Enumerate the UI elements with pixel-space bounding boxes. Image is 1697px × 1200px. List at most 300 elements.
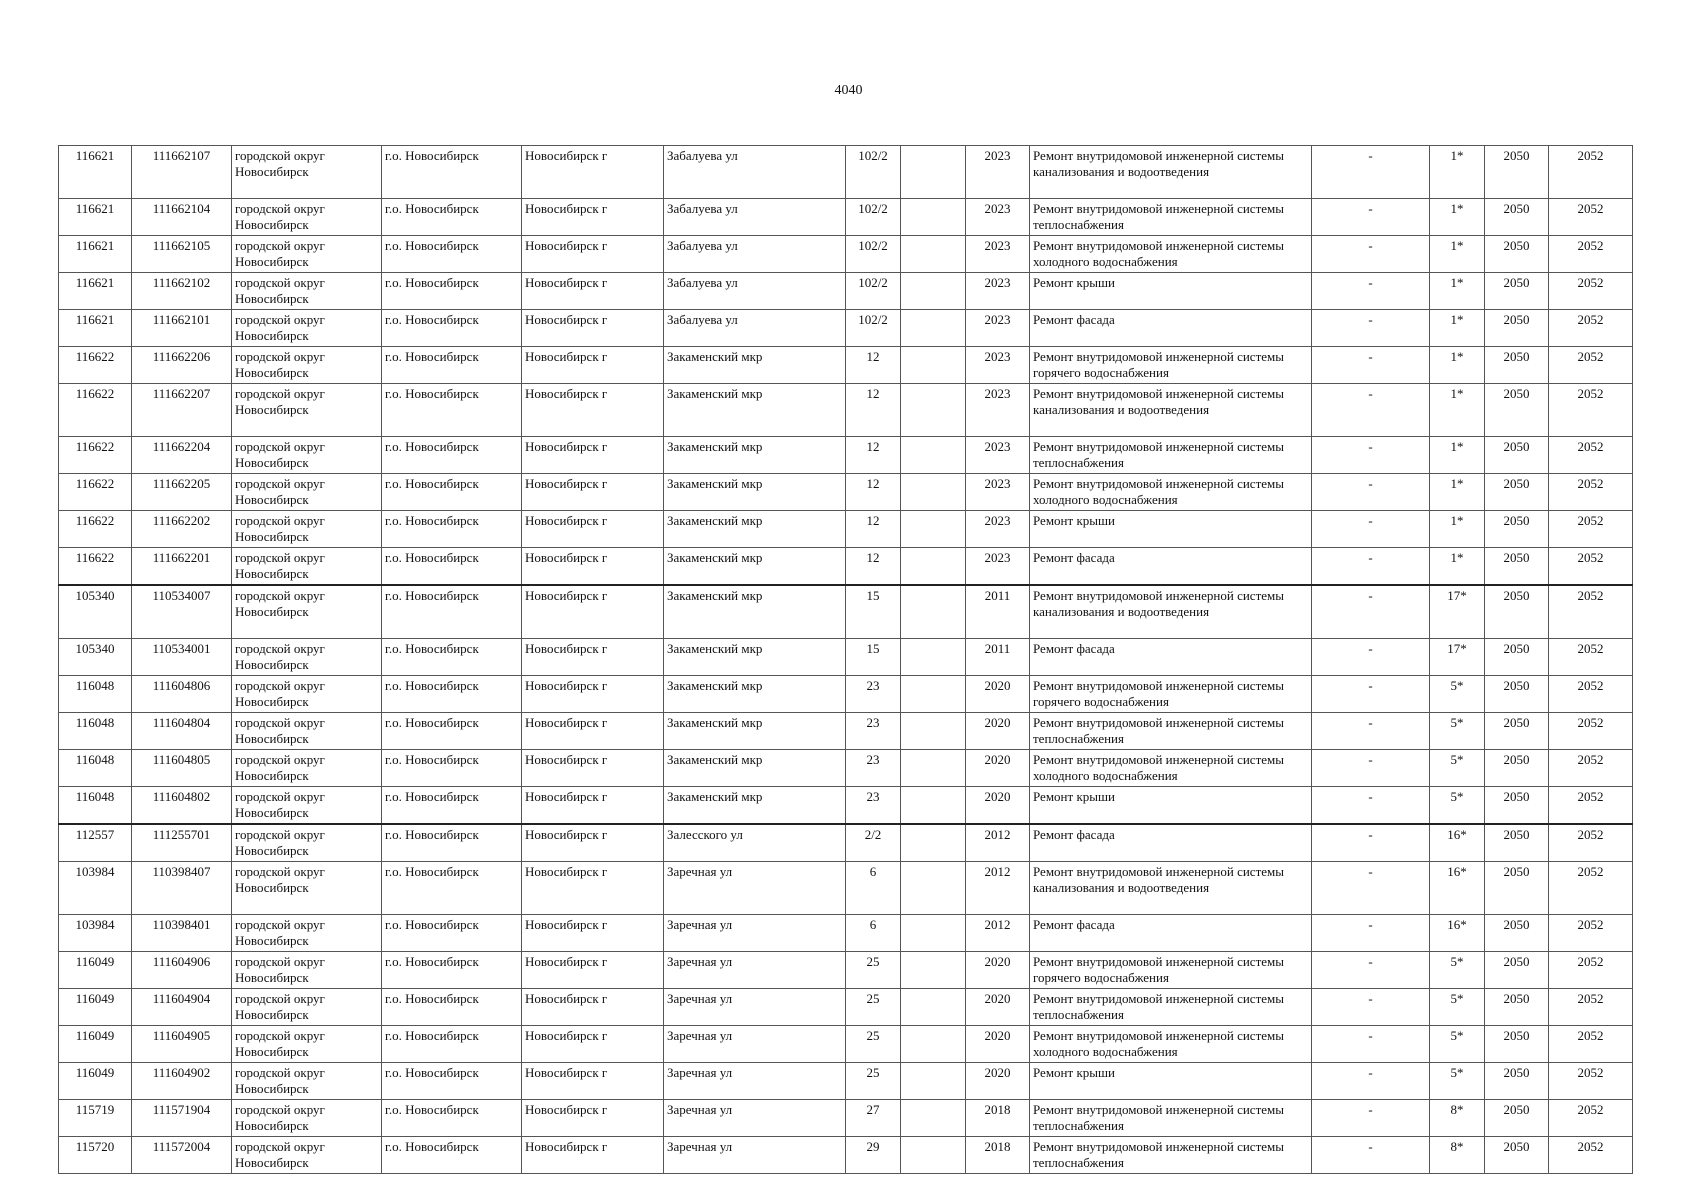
element-id-cell: 111662205 [132,474,232,511]
note-cell: - [1312,310,1430,347]
priority-cell: 1* [1430,437,1485,474]
street-cell: Закаменский мкр [664,384,846,437]
house-id-cell: 116048 [59,750,132,787]
street-cell: Заречная ул [664,1137,846,1174]
locality-cell: Новосибирск г [522,310,664,347]
table-row [59,824,1633,862]
locality-cell: Новосибирск г [522,1063,664,1100]
locality-cell: Новосибирск г [522,787,664,825]
year-cell: 2020 [966,676,1030,713]
district-cell: г.о. Новосибирск [382,1026,522,1063]
house-number-cell: 102/2 [846,146,901,199]
district-cell: г.о. Новосибирск [382,585,522,639]
note-cell: - [1312,915,1430,952]
element-id-cell: 111604902 [132,1063,232,1100]
note-cell: - [1312,585,1430,639]
municipality-cell: городской округ Новосибирск [232,915,382,952]
locality-cell: Новосибирск г [522,146,664,199]
end-year-cell: 2052 [1549,437,1633,474]
locality-cell: Новосибирск г [522,585,664,639]
locality-cell: Новосибирск г [522,474,664,511]
house-number-cell: 12 [846,437,901,474]
priority-cell: 16* [1430,862,1485,915]
house-number-cell: 23 [846,787,901,825]
priority-cell: 1* [1430,474,1485,511]
work-type-cell: Ремонт внутридомовой инженерной системы холодного водоснабжения [1030,1026,1312,1063]
element-id-cell: 110534007 [132,585,232,639]
table-row [59,585,1633,639]
element-id-cell: 111604906 [132,952,232,989]
table-row [59,236,1633,273]
municipality-cell: городской округ Новосибирск [232,676,382,713]
district-cell: г.о. Новосибирск [382,862,522,915]
element-id-cell: 111662202 [132,511,232,548]
street-cell: Закаменский мкр [664,639,846,676]
end-year-cell: 2052 [1549,787,1633,825]
end-year-cell: 2052 [1549,952,1633,989]
house-id-cell: 112557 [59,824,132,862]
element-id-cell: 111662207 [132,384,232,437]
note-cell: - [1312,347,1430,384]
building-cell [901,915,966,952]
work-type-cell: Ремонт внутридомовой инженерной системы канализования и водоотведения [1030,585,1312,639]
year-cell: 2023 [966,347,1030,384]
table-row [59,384,1633,437]
year-cell: 2023 [966,310,1030,347]
start-year-cell: 2050 [1485,437,1549,474]
municipality-cell: городской округ Новосибирск [232,1137,382,1174]
house-id-cell: 116049 [59,1063,132,1100]
building-cell [901,713,966,750]
house-id-cell: 116622 [59,347,132,384]
work-type-cell: Ремонт внутридомовой инженерной системы теплоснабжения [1030,989,1312,1026]
street-cell: Забалуева ул [664,273,846,310]
house-id-cell: 116049 [59,952,132,989]
end-year-cell: 2052 [1549,146,1633,199]
priority-cell: 1* [1430,347,1485,384]
end-year-cell: 2052 [1549,548,1633,586]
table-row [59,952,1633,989]
street-cell: Заречная ул [664,915,846,952]
municipality-cell: городской округ Новосибирск [232,750,382,787]
note-cell: - [1312,1137,1430,1174]
work-type-cell: Ремонт крыши [1030,787,1312,825]
table-row [59,437,1633,474]
end-year-cell: 2052 [1549,862,1633,915]
work-type-cell: Ремонт фасада [1030,639,1312,676]
end-year-cell: 2052 [1549,676,1633,713]
locality-cell: Новосибирск г [522,862,664,915]
note-cell: - [1312,437,1430,474]
work-type-cell: Ремонт внутридомовой инженерной системы горячего водоснабжения [1030,347,1312,384]
house-id-cell: 105340 [59,585,132,639]
year-cell: 2023 [966,199,1030,236]
street-cell: Закаменский мкр [664,437,846,474]
district-cell: г.о. Новосибирск [382,146,522,199]
house-number-cell: 25 [846,1063,901,1100]
work-type-cell: Ремонт крыши [1030,511,1312,548]
end-year-cell: 2052 [1549,273,1633,310]
priority-cell: 5* [1430,952,1485,989]
priority-cell: 1* [1430,273,1485,310]
work-type-cell: Ремонт внутридомовой инженерной системы теплоснабжения [1030,437,1312,474]
end-year-cell: 2052 [1549,310,1633,347]
element-id-cell: 111604802 [132,787,232,825]
district-cell: г.о. Новосибирск [382,989,522,1026]
table-row [59,787,1633,825]
note-cell: - [1312,952,1430,989]
street-cell: Закаменский мкр [664,474,846,511]
start-year-cell: 2050 [1485,146,1549,199]
start-year-cell: 2050 [1485,676,1549,713]
street-cell: Забалуева ул [664,236,846,273]
start-year-cell: 2050 [1485,952,1549,989]
street-cell: Забалуева ул [664,310,846,347]
note-cell: - [1312,273,1430,310]
locality-cell: Новосибирск г [522,199,664,236]
start-year-cell: 2050 [1485,236,1549,273]
municipality-cell: городской округ Новосибирск [232,952,382,989]
start-year-cell: 2050 [1485,199,1549,236]
start-year-cell: 2050 [1485,787,1549,825]
priority-cell: 1* [1430,310,1485,347]
street-cell: Закаменский мкр [664,347,846,384]
work-type-cell: Ремонт фасада [1030,824,1312,862]
priority-cell: 5* [1430,750,1485,787]
locality-cell: Новосибирск г [522,1100,664,1137]
house-number-cell: 102/2 [846,310,901,347]
start-year-cell: 2050 [1485,1100,1549,1137]
start-year-cell: 2050 [1485,1026,1549,1063]
house-id-cell: 116622 [59,474,132,511]
registry-table [58,145,1633,1174]
building-cell [901,273,966,310]
locality-cell: Новосибирск г [522,639,664,676]
district-cell: г.о. Новосибирск [382,824,522,862]
start-year-cell: 2050 [1485,639,1549,676]
table-row [59,548,1633,586]
note-cell: - [1312,1026,1430,1063]
table-row [59,750,1633,787]
priority-cell: 1* [1430,548,1485,586]
year-cell: 2020 [966,1026,1030,1063]
street-cell: Закаменский мкр [664,585,846,639]
building-cell [901,1063,966,1100]
note-cell: - [1312,199,1430,236]
locality-cell: Новосибирск г [522,1137,664,1174]
table-row [59,273,1633,310]
house-number-cell: 6 [846,915,901,952]
locality-cell: Новосибирск г [522,273,664,310]
house-number-cell: 23 [846,676,901,713]
house-id-cell: 116048 [59,676,132,713]
year-cell: 2023 [966,548,1030,586]
start-year-cell: 2050 [1485,1137,1549,1174]
start-year-cell: 2050 [1485,824,1549,862]
street-cell: Закаменский мкр [664,787,846,825]
year-cell: 2012 [966,915,1030,952]
district-cell: г.о. Новосибирск [382,1100,522,1137]
municipality-cell: городской округ Новосибирск [232,437,382,474]
table-row [59,713,1633,750]
municipality-cell: городской округ Новосибирск [232,787,382,825]
municipality-cell: городской округ Новосибирск [232,585,382,639]
priority-cell: 17* [1430,639,1485,676]
element-id-cell: 111604805 [132,750,232,787]
street-cell: Заречная ул [664,1063,846,1100]
building-cell [901,824,966,862]
element-id-cell: 111662104 [132,199,232,236]
year-cell: 2020 [966,713,1030,750]
note-cell: - [1312,639,1430,676]
street-cell: Заречная ул [664,989,846,1026]
year-cell: 2011 [966,585,1030,639]
note-cell: - [1312,548,1430,586]
district-cell: г.о. Новосибирск [382,750,522,787]
start-year-cell: 2050 [1485,384,1549,437]
element-id-cell: 110534001 [132,639,232,676]
start-year-cell: 2050 [1485,273,1549,310]
end-year-cell: 2052 [1549,1137,1633,1174]
work-type-cell: Ремонт внутридомовой инженерной системы холодного водоснабжения [1030,750,1312,787]
note-cell: - [1312,384,1430,437]
priority-cell: 5* [1430,787,1485,825]
house-number-cell: 12 [846,548,901,586]
building-cell [901,236,966,273]
element-id-cell: 111662201 [132,548,232,586]
priority-cell: 1* [1430,146,1485,199]
registry-body [59,146,1633,1174]
street-cell: Заречная ул [664,1026,846,1063]
street-cell: Заречная ул [664,952,846,989]
municipality-cell: городской округ Новосибирск [232,146,382,199]
end-year-cell: 2052 [1549,989,1633,1026]
work-type-cell: Ремонт внутридомовой инженерной системы канализования и водоотведения [1030,384,1312,437]
table-row [59,989,1633,1026]
priority-cell: 1* [1430,236,1485,273]
locality-cell: Новосибирск г [522,713,664,750]
end-year-cell: 2052 [1549,1063,1633,1100]
priority-cell: 5* [1430,713,1485,750]
table-row [59,199,1633,236]
year-cell: 2023 [966,146,1030,199]
element-id-cell: 111255701 [132,824,232,862]
building-cell [901,676,966,713]
priority-cell: 8* [1430,1137,1485,1174]
municipality-cell: городской округ Новосибирск [232,824,382,862]
house-number-cell: 6 [846,862,901,915]
district-cell: г.о. Новосибирск [382,310,522,347]
element-id-cell: 111662204 [132,437,232,474]
priority-cell: 8* [1430,1100,1485,1137]
table-row [59,347,1633,384]
start-year-cell: 2050 [1485,347,1549,384]
priority-cell: 5* [1430,1026,1485,1063]
table-row [59,146,1633,199]
municipality-cell: городской округ Новосибирск [232,1026,382,1063]
year-cell: 2020 [966,750,1030,787]
start-year-cell: 2050 [1485,862,1549,915]
house-number-cell: 102/2 [846,199,901,236]
priority-cell: 5* [1430,1063,1485,1100]
district-cell: г.о. Новосибирск [382,548,522,586]
district-cell: г.о. Новосибирск [382,787,522,825]
house-number-cell: 12 [846,384,901,437]
table-row [59,1026,1633,1063]
house-number-cell: 15 [846,585,901,639]
municipality-cell: городской округ Новосибирск [232,384,382,437]
house-number-cell: 12 [846,347,901,384]
year-cell: 2012 [966,824,1030,862]
element-id-cell: 111604905 [132,1026,232,1063]
end-year-cell: 2052 [1549,199,1633,236]
street-cell: Закаменский мкр [664,750,846,787]
note-cell: - [1312,750,1430,787]
building-cell [901,952,966,989]
street-cell: Закаменский мкр [664,511,846,548]
house-id-cell: 116622 [59,384,132,437]
house-number-cell: 102/2 [846,273,901,310]
start-year-cell: 2050 [1485,750,1549,787]
district-cell: г.о. Новосибирск [382,511,522,548]
locality-cell: Новосибирск г [522,750,664,787]
year-cell: 2018 [966,1100,1030,1137]
note-cell: - [1312,862,1430,915]
municipality-cell: городской округ Новосибирск [232,310,382,347]
street-cell: Залесского ул [664,824,846,862]
municipality-cell: городской округ Новосибирск [232,1100,382,1137]
house-id-cell: 116621 [59,310,132,347]
district-cell: г.о. Новосибирск [382,713,522,750]
year-cell: 2023 [966,273,1030,310]
house-number-cell: 25 [846,989,901,1026]
locality-cell: Новосибирск г [522,824,664,862]
priority-cell: 1* [1430,384,1485,437]
municipality-cell: городской округ Новосибирск [232,236,382,273]
municipality-cell: городской округ Новосибирск [232,273,382,310]
house-id-cell: 116049 [59,1026,132,1063]
priority-cell: 5* [1430,676,1485,713]
house-id-cell: 115720 [59,1137,132,1174]
house-id-cell: 116622 [59,437,132,474]
building-cell [901,146,966,199]
start-year-cell: 2050 [1485,548,1549,586]
building-cell [901,1137,966,1174]
work-type-cell: Ремонт внутридомовой инженерной системы теплоснабжения [1030,713,1312,750]
district-cell: г.о. Новосибирск [382,1137,522,1174]
work-type-cell: Ремонт фасада [1030,915,1312,952]
priority-cell: 1* [1430,199,1485,236]
house-id-cell: 116621 [59,146,132,199]
house-number-cell: 12 [846,474,901,511]
building-cell [901,437,966,474]
building-cell [901,310,966,347]
work-type-cell: Ремонт внутридомовой инженерной системы канализования и водоотведения [1030,862,1312,915]
year-cell: 2011 [966,639,1030,676]
note-cell: - [1312,146,1430,199]
municipality-cell: городской округ Новосибирск [232,713,382,750]
year-cell: 2020 [966,787,1030,825]
year-cell: 2020 [966,1063,1030,1100]
end-year-cell: 2052 [1549,511,1633,548]
house-id-cell: 116622 [59,548,132,586]
building-cell [901,474,966,511]
district-cell: г.о. Новосибирск [382,474,522,511]
note-cell: - [1312,989,1430,1026]
start-year-cell: 2050 [1485,989,1549,1026]
end-year-cell: 2052 [1549,915,1633,952]
building-cell [901,585,966,639]
house-number-cell: 102/2 [846,236,901,273]
locality-cell: Новосибирск г [522,1026,664,1063]
note-cell: - [1312,713,1430,750]
note-cell: - [1312,824,1430,862]
work-type-cell: Ремонт внутридомовой инженерной системы канализования и водоотведения [1030,146,1312,199]
district-cell: г.о. Новосибирск [382,236,522,273]
start-year-cell: 2050 [1485,915,1549,952]
locality-cell: Новосибирск г [522,548,664,586]
municipality-cell: городской округ Новосибирск [232,511,382,548]
locality-cell: Новосибирск г [522,511,664,548]
house-number-cell: 12 [846,511,901,548]
element-id-cell: 110398401 [132,915,232,952]
locality-cell: Новосибирск г [522,437,664,474]
year-cell: 2023 [966,437,1030,474]
element-id-cell: 111571904 [132,1100,232,1137]
table-row [59,511,1633,548]
year-cell: 2018 [966,1137,1030,1174]
municipality-cell: городской округ Новосибирск [232,639,382,676]
street-cell: Забалуева ул [664,146,846,199]
house-id-cell: 116048 [59,787,132,825]
year-cell: 2012 [966,862,1030,915]
work-type-cell: Ремонт внутридомовой инженерной системы теплоснабжения [1030,1100,1312,1137]
district-cell: г.о. Новосибирск [382,1063,522,1100]
table-row [59,676,1633,713]
table-row [59,639,1633,676]
end-year-cell: 2052 [1549,384,1633,437]
municipality-cell: городской округ Новосибирск [232,548,382,586]
element-id-cell: 111662206 [132,347,232,384]
building-cell [901,639,966,676]
work-type-cell: Ремонт внутридомовой инженерной системы холодного водоснабжения [1030,474,1312,511]
house-number-cell: 15 [846,639,901,676]
start-year-cell: 2050 [1485,713,1549,750]
table-row [59,1137,1633,1174]
district-cell: г.о. Новосибирск [382,915,522,952]
house-number-cell: 25 [846,952,901,989]
district-cell: г.о. Новосибирск [382,199,522,236]
locality-cell: Новосибирск г [522,989,664,1026]
building-cell [901,787,966,825]
building-cell [901,862,966,915]
work-type-cell: Ремонт внутридомовой инженерной системы горячего водоснабжения [1030,952,1312,989]
house-id-cell: 116049 [59,989,132,1026]
work-type-cell: Ремонт внутридомовой инженерной системы холодного водоснабжения [1030,236,1312,273]
work-type-cell: Ремонт крыши [1030,273,1312,310]
street-cell: Закаменский мкр [664,548,846,586]
start-year-cell: 2050 [1485,585,1549,639]
element-id-cell: 111662105 [132,236,232,273]
district-cell: г.о. Новосибирск [382,347,522,384]
street-cell: Заречная ул [664,862,846,915]
end-year-cell: 2052 [1549,750,1633,787]
house-number-cell: 29 [846,1137,901,1174]
note-cell: - [1312,1063,1430,1100]
locality-cell: Новосибирск г [522,347,664,384]
element-id-cell: 111662107 [132,146,232,199]
district-cell: г.о. Новосибирск [382,639,522,676]
